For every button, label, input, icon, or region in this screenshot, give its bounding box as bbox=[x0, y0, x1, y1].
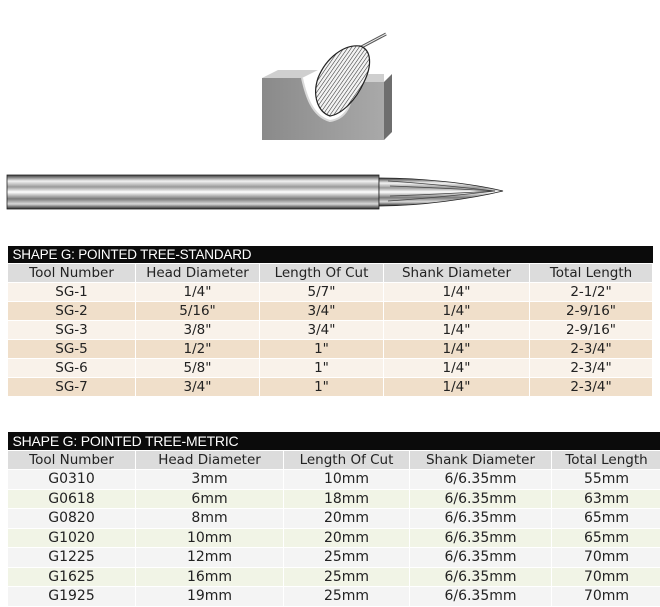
standard-table-title: SHAPE G: POINTED TREE-STANDARD bbox=[8, 246, 653, 263]
table-row bbox=[8, 489, 660, 509]
cell-tool-number: G0820 bbox=[8, 509, 136, 529]
cell-total-length: 70mm bbox=[552, 567, 660, 587]
cell-length-of-cut: 25mm bbox=[284, 548, 410, 568]
table-row bbox=[8, 282, 653, 301]
table-row bbox=[8, 320, 653, 339]
cell-shank-diameter: 6/6.35mm bbox=[410, 509, 552, 529]
header-length-of-cut: Length Of Cut bbox=[260, 263, 384, 282]
metric-table-title: SHAPE G: POINTED TREE-METRIC bbox=[8, 432, 660, 450]
table-row bbox=[8, 470, 660, 490]
cell-head-diameter: 1/4" bbox=[136, 282, 260, 301]
header-length-of-cut: Length Of Cut bbox=[284, 450, 410, 470]
cell-tool-number: G1020 bbox=[8, 528, 136, 548]
cell-length-of-cut: 20mm bbox=[284, 528, 410, 548]
cell-tool-number: SG-2 bbox=[8, 301, 136, 320]
cell-total-length: 2-3/4" bbox=[530, 339, 653, 358]
header-shank-diameter: Shank Diameter bbox=[384, 263, 530, 282]
cell-total-length: 55mm bbox=[552, 470, 660, 490]
table-row bbox=[8, 358, 653, 377]
table-row bbox=[8, 548, 660, 568]
cell-length-of-cut: 1" bbox=[260, 339, 384, 358]
cell-total-length: 63mm bbox=[552, 489, 660, 509]
burr-tool-side-view bbox=[7, 175, 503, 209]
cell-head-diameter: 8mm bbox=[136, 509, 284, 529]
cell-total-length: 65mm bbox=[552, 509, 660, 529]
cell-tool-number: SG-3 bbox=[8, 320, 136, 339]
cell-shank-diameter: 1/4" bbox=[384, 358, 530, 377]
table-row bbox=[8, 587, 660, 607]
cell-length-of-cut: 25mm bbox=[284, 587, 410, 607]
cell-tool-number: SG-6 bbox=[8, 358, 136, 377]
cell-shank-diameter: 6/6.35mm bbox=[410, 548, 552, 568]
cell-total-length: 65mm bbox=[552, 528, 660, 548]
cell-shank-diameter: 1/4" bbox=[384, 301, 530, 320]
cell-total-length: 2-1/2" bbox=[530, 282, 653, 301]
cell-tool-number: SG-7 bbox=[8, 377, 136, 396]
header-head-diameter: Head Diameter bbox=[136, 450, 284, 470]
cell-shank-diameter: 1/4" bbox=[384, 282, 530, 301]
metric-spec-table bbox=[7, 432, 660, 607]
cell-shank-diameter: 1/4" bbox=[384, 339, 530, 358]
standard-spec-table bbox=[7, 246, 653, 397]
cell-tool-number: SG-5 bbox=[8, 339, 136, 358]
cell-tool-number: G0310 bbox=[8, 470, 136, 490]
table-row bbox=[8, 567, 660, 587]
cell-head-diameter: 6mm bbox=[136, 489, 284, 509]
cell-shank-diameter: 1/4" bbox=[384, 320, 530, 339]
cell-tool-number: G0618 bbox=[8, 489, 136, 509]
cell-head-diameter: 10mm bbox=[136, 528, 284, 548]
cell-tool-number: G1625 bbox=[8, 567, 136, 587]
cell-total-length: 70mm bbox=[552, 548, 660, 568]
cell-length-of-cut: 18mm bbox=[284, 489, 410, 509]
table-row bbox=[8, 377, 653, 396]
header-head-diameter: Head Diameter bbox=[136, 263, 260, 282]
cell-length-of-cut: 20mm bbox=[284, 509, 410, 529]
table-row bbox=[8, 339, 653, 358]
cell-length-of-cut: 5/7" bbox=[260, 282, 384, 301]
cell-head-diameter: 5/8" bbox=[136, 358, 260, 377]
cell-shank-diameter: 6/6.35mm bbox=[410, 470, 552, 490]
cell-head-diameter: 3/4" bbox=[136, 377, 260, 396]
cell-shank-diameter: 1/4" bbox=[384, 377, 530, 396]
burr-illustration bbox=[0, 0, 660, 235]
cell-length-of-cut: 1" bbox=[260, 377, 384, 396]
cell-head-diameter: 19mm bbox=[136, 587, 284, 607]
cell-head-diameter: 3/8" bbox=[136, 320, 260, 339]
cell-total-length: 2-9/16" bbox=[530, 320, 653, 339]
cell-length-of-cut: 1" bbox=[260, 358, 384, 377]
cell-length-of-cut: 3/4" bbox=[260, 301, 384, 320]
cell-shank-diameter: 6/6.35mm bbox=[410, 567, 552, 587]
cell-head-diameter: 12mm bbox=[136, 548, 284, 568]
cell-shank-diameter: 6/6.35mm bbox=[410, 587, 552, 607]
table-row bbox=[8, 301, 653, 320]
header-total-length: Total Length bbox=[552, 450, 660, 470]
cell-length-of-cut: 3/4" bbox=[260, 320, 384, 339]
table-row bbox=[8, 509, 660, 529]
cell-head-diameter: 1/2" bbox=[136, 339, 260, 358]
cell-tool-number: SG-1 bbox=[8, 282, 136, 301]
cell-head-diameter: 16mm bbox=[136, 567, 284, 587]
cell-tool-number: G1225 bbox=[8, 548, 136, 568]
header-tool-number: Tool Number bbox=[8, 450, 136, 470]
cell-shank-diameter: 6/6.35mm bbox=[410, 489, 552, 509]
cell-head-diameter: 5/16" bbox=[136, 301, 260, 320]
cell-total-length: 70mm bbox=[552, 587, 660, 607]
cell-total-length: 2-3/4" bbox=[530, 358, 653, 377]
cell-length-of-cut: 10mm bbox=[284, 470, 410, 490]
cell-tool-number: G1925 bbox=[8, 587, 136, 607]
cell-head-diameter: 3mm bbox=[136, 470, 284, 490]
cell-length-of-cut: 25mm bbox=[284, 567, 410, 587]
cell-shank-diameter: 6/6.35mm bbox=[410, 528, 552, 548]
header-total-length: Total Length bbox=[530, 263, 653, 282]
table-row bbox=[8, 528, 660, 548]
cell-total-length: 2-9/16" bbox=[530, 301, 653, 320]
cell-total-length: 2-3/4" bbox=[530, 377, 653, 396]
header-shank-diameter: Shank Diameter bbox=[410, 450, 552, 470]
header-tool-number: Tool Number bbox=[8, 263, 136, 282]
